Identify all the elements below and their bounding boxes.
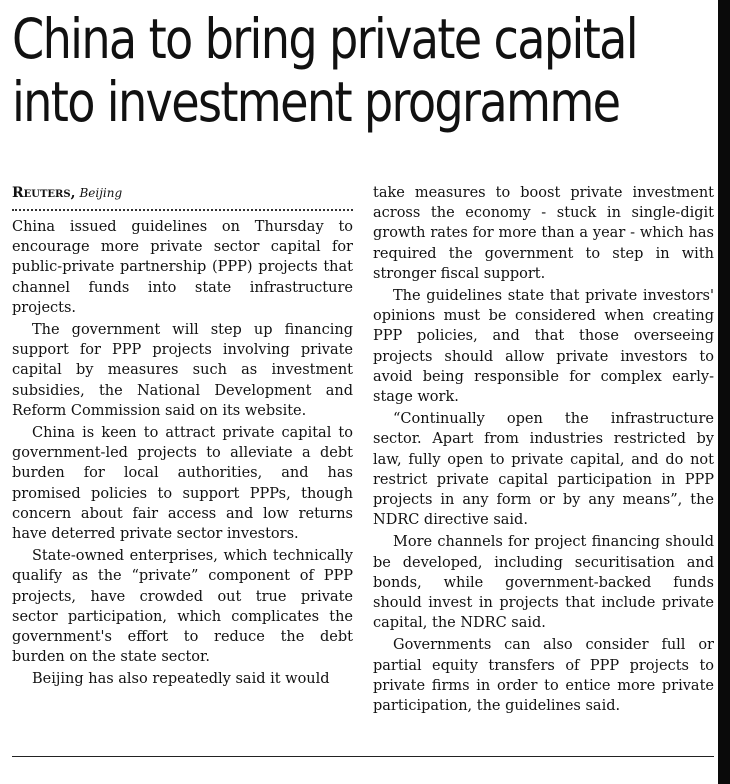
article-paragraph: The government will step up financing support for PPP projects involving private capital by measures such as investment subsidies, the National Development and Reform Commission said on its website.	[12, 322, 353, 419]
article-paragraph: The guidelines state that private investors' opinions must be considered when creating PPP policies, and that those overseeing projects should allow private investors to avoid being responsible for complex early-stage work.	[373, 288, 714, 406]
article-paragraph: “Continually open the infrastructure sector. Apart from industries restricted by law, fully open to private capital, and do not restrict private capital participation in PPP projects in any form or by any means”, the NDRC directive said.	[373, 411, 714, 529]
article-paragraph: More channels for project financing should be developed, including securitisation and bonds, while government-backed funds should invest in projects that include private capital, the NDRC said.	[373, 534, 714, 632]
headline	[12, 7, 637, 134]
headline-line-1: China to bring private capital	[12, 7, 637, 71]
article-column-right	[373, 183, 714, 718]
article-paragraph: State-owned enterprises, which technically qualify as the “private” component of PPP projects, have crowded out true private sector participation, which complicates the government's effort to reduce the debt burden on the state sector.	[12, 548, 353, 666]
byline-divider	[12, 209, 353, 211]
bottom-rule	[12, 756, 714, 757]
byline-agency: Reuters,	[12, 185, 76, 201]
article-paragraph: Beijing has also repeatedly said it would	[32, 671, 330, 688]
article-paragraph: China is keen to attract private capital to government-led projects to alleviate a debt burden for local authorities, and has promised policies to support PPPs, though concern about fair access and low returns have deterred private sector investors.	[12, 425, 353, 543]
byline-location: Beijing	[79, 186, 123, 200]
article-paragraph: China issued guidelines on Thursday to encourage more private sector capital for public-private partnership (PPP) projects that channel funds into state infrastructure projects.	[12, 219, 353, 316]
article-column-left	[12, 183, 353, 692]
article-paragraph: take measures to boost private investment across the economy - stuck in single-digit growth rates for more than a year - which has required the government to step in with stronger fiscal support.	[373, 185, 714, 282]
headline-line-2: into investment programme	[12, 70, 620, 134]
article-paragraph: Governments can also consider full or partial equity transfers of PPP projects to private firms in order to entice more private participation, the guidelines said.	[373, 637, 714, 715]
byline	[12, 183, 353, 203]
page-edge-bar	[718, 0, 730, 784]
